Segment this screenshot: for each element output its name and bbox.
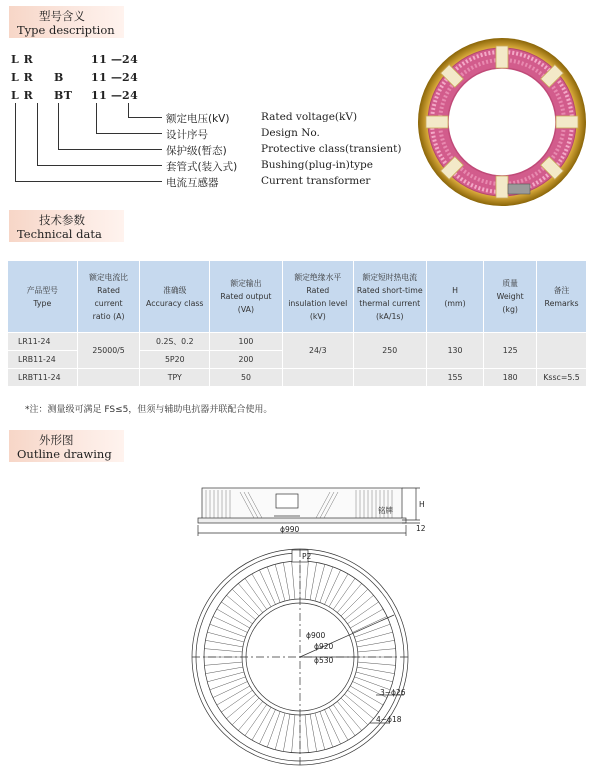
- col-header: 额定输出 Rated output (VA): [210, 261, 283, 333]
- col-header: 质量 Weight (kg): [484, 261, 537, 333]
- meaning-en: Bushing(plug-in)type: [261, 159, 373, 171]
- product-photo: [412, 34, 592, 214]
- meaning-zh: 额定电压(kV): [166, 113, 230, 125]
- cell-accuracy: TPY: [140, 369, 210, 387]
- side-view-drawing: [180, 480, 430, 540]
- type-desc-title-en: Type description: [17, 23, 115, 37]
- meaning-zh: 保护级(暂态): [166, 145, 227, 157]
- outline-title-en: Outline drawing: [17, 447, 112, 461]
- dim-530-label: ϕ530: [314, 656, 334, 665]
- tech-data-title-zh: 技术参数: [39, 213, 85, 227]
- nameplate-label: 铭牌: [378, 506, 393, 515]
- meaning-zh: 电流互感器: [166, 177, 219, 189]
- dim-990-label: ϕ990: [280, 525, 300, 534]
- terminal-box: [508, 184, 530, 194]
- table-row: [8, 369, 587, 387]
- col-header: 产品型号 Type: [8, 261, 78, 333]
- type-code-dash: —: [111, 71, 123, 84]
- col-header: 备注 Remarks: [537, 261, 587, 333]
- holes-18-label: 4−ϕ18: [376, 715, 402, 724]
- cell-insulation: [282, 369, 353, 387]
- cell-ratio: [77, 369, 140, 387]
- type-desc-title-zh: 型号含义: [39, 9, 85, 23]
- cell-h: 130: [426, 333, 484, 369]
- meaning-zh: 套管式(装入式): [166, 161, 238, 173]
- cell-thermal: 250: [353, 333, 426, 369]
- type-code-dash: —: [111, 53, 123, 66]
- dim-920-label: ϕ920: [314, 642, 334, 651]
- spec-table: [7, 260, 587, 387]
- tech-data-header: [9, 210, 124, 242]
- col-header: 额定绝缘水平 Rated insulation level (kV): [282, 261, 353, 333]
- meaning-en: Current transformer: [261, 175, 371, 187]
- tech-data-title-en: Technical data: [17, 227, 102, 241]
- dim-h-label: H: [419, 500, 425, 509]
- cell-h: 155: [426, 369, 484, 387]
- type-code-prefix: L R: [11, 53, 34, 66]
- dim-12-label: 12: [416, 524, 426, 533]
- meaning-en: Protective class(transient): [261, 143, 402, 155]
- table-header-row: [8, 261, 587, 333]
- col-header: 准确级 Accuracy class: [140, 261, 210, 333]
- meaning-en: Design No.: [261, 127, 320, 139]
- type-desc-header: [9, 6, 124, 38]
- type-code-mid: B: [54, 71, 64, 84]
- type-code-num: 11: [91, 71, 108, 84]
- col-header: H (mm): [426, 261, 484, 333]
- type-code-dash: —: [111, 89, 123, 102]
- col-header: 额定短时热电流 Rated short-time thermal current (kA/1s): [353, 261, 426, 333]
- type-code-volt: 24: [122, 89, 139, 102]
- cell-weight: 125: [484, 333, 537, 369]
- type-code-prefix: L R: [11, 89, 34, 102]
- dim-900-label: ϕ900: [306, 631, 326, 640]
- holes-26-label: 3−ϕ26: [380, 688, 406, 697]
- cell-type: LRB11-24: [8, 351, 78, 369]
- cell-output: 100: [210, 333, 283, 351]
- cell-output: 50: [210, 369, 283, 387]
- cell-output: 200: [210, 351, 283, 369]
- cell-remarks: Kssc=5.5: [537, 369, 587, 387]
- cell-insulation: 24/3: [282, 333, 353, 369]
- type-code-volt: 24: [122, 71, 139, 84]
- cell-remarks: [537, 333, 587, 369]
- type-code-num: 11: [91, 89, 108, 102]
- cell-accuracy: 0.2S、0.2: [140, 333, 210, 351]
- type-code-num: 11: [91, 53, 108, 66]
- type-code-prefix: L R: [11, 71, 34, 84]
- cell-type: LR11-24: [8, 333, 78, 351]
- meaning-en: Rated voltage(kV): [261, 111, 358, 123]
- meaning-zh: 设计序号: [166, 129, 208, 141]
- outline-header: [9, 430, 124, 462]
- type-code-volt: 24: [122, 53, 139, 66]
- cell-thermal: [353, 369, 426, 387]
- outline-title-zh: 外形图: [39, 433, 74, 447]
- table-row: [8, 333, 587, 351]
- cell-ratio: 25000/5: [77, 333, 140, 369]
- type-code-mid: BT: [54, 89, 73, 102]
- cell-type: LRBT11-24: [8, 369, 78, 387]
- col-header: 额定电流比 Rated current ratio (A): [77, 261, 140, 333]
- cell-weight: 180: [484, 369, 537, 387]
- table-note: *注：测量级可满足 FS≤5，但须与辅助电抗器并联配合使用。: [25, 405, 273, 415]
- plan-view-drawing: [180, 545, 430, 770]
- center-hole: [448, 68, 556, 176]
- cell-accuracy: 5P20: [140, 351, 210, 369]
- p2-label: P2: [302, 552, 312, 561]
